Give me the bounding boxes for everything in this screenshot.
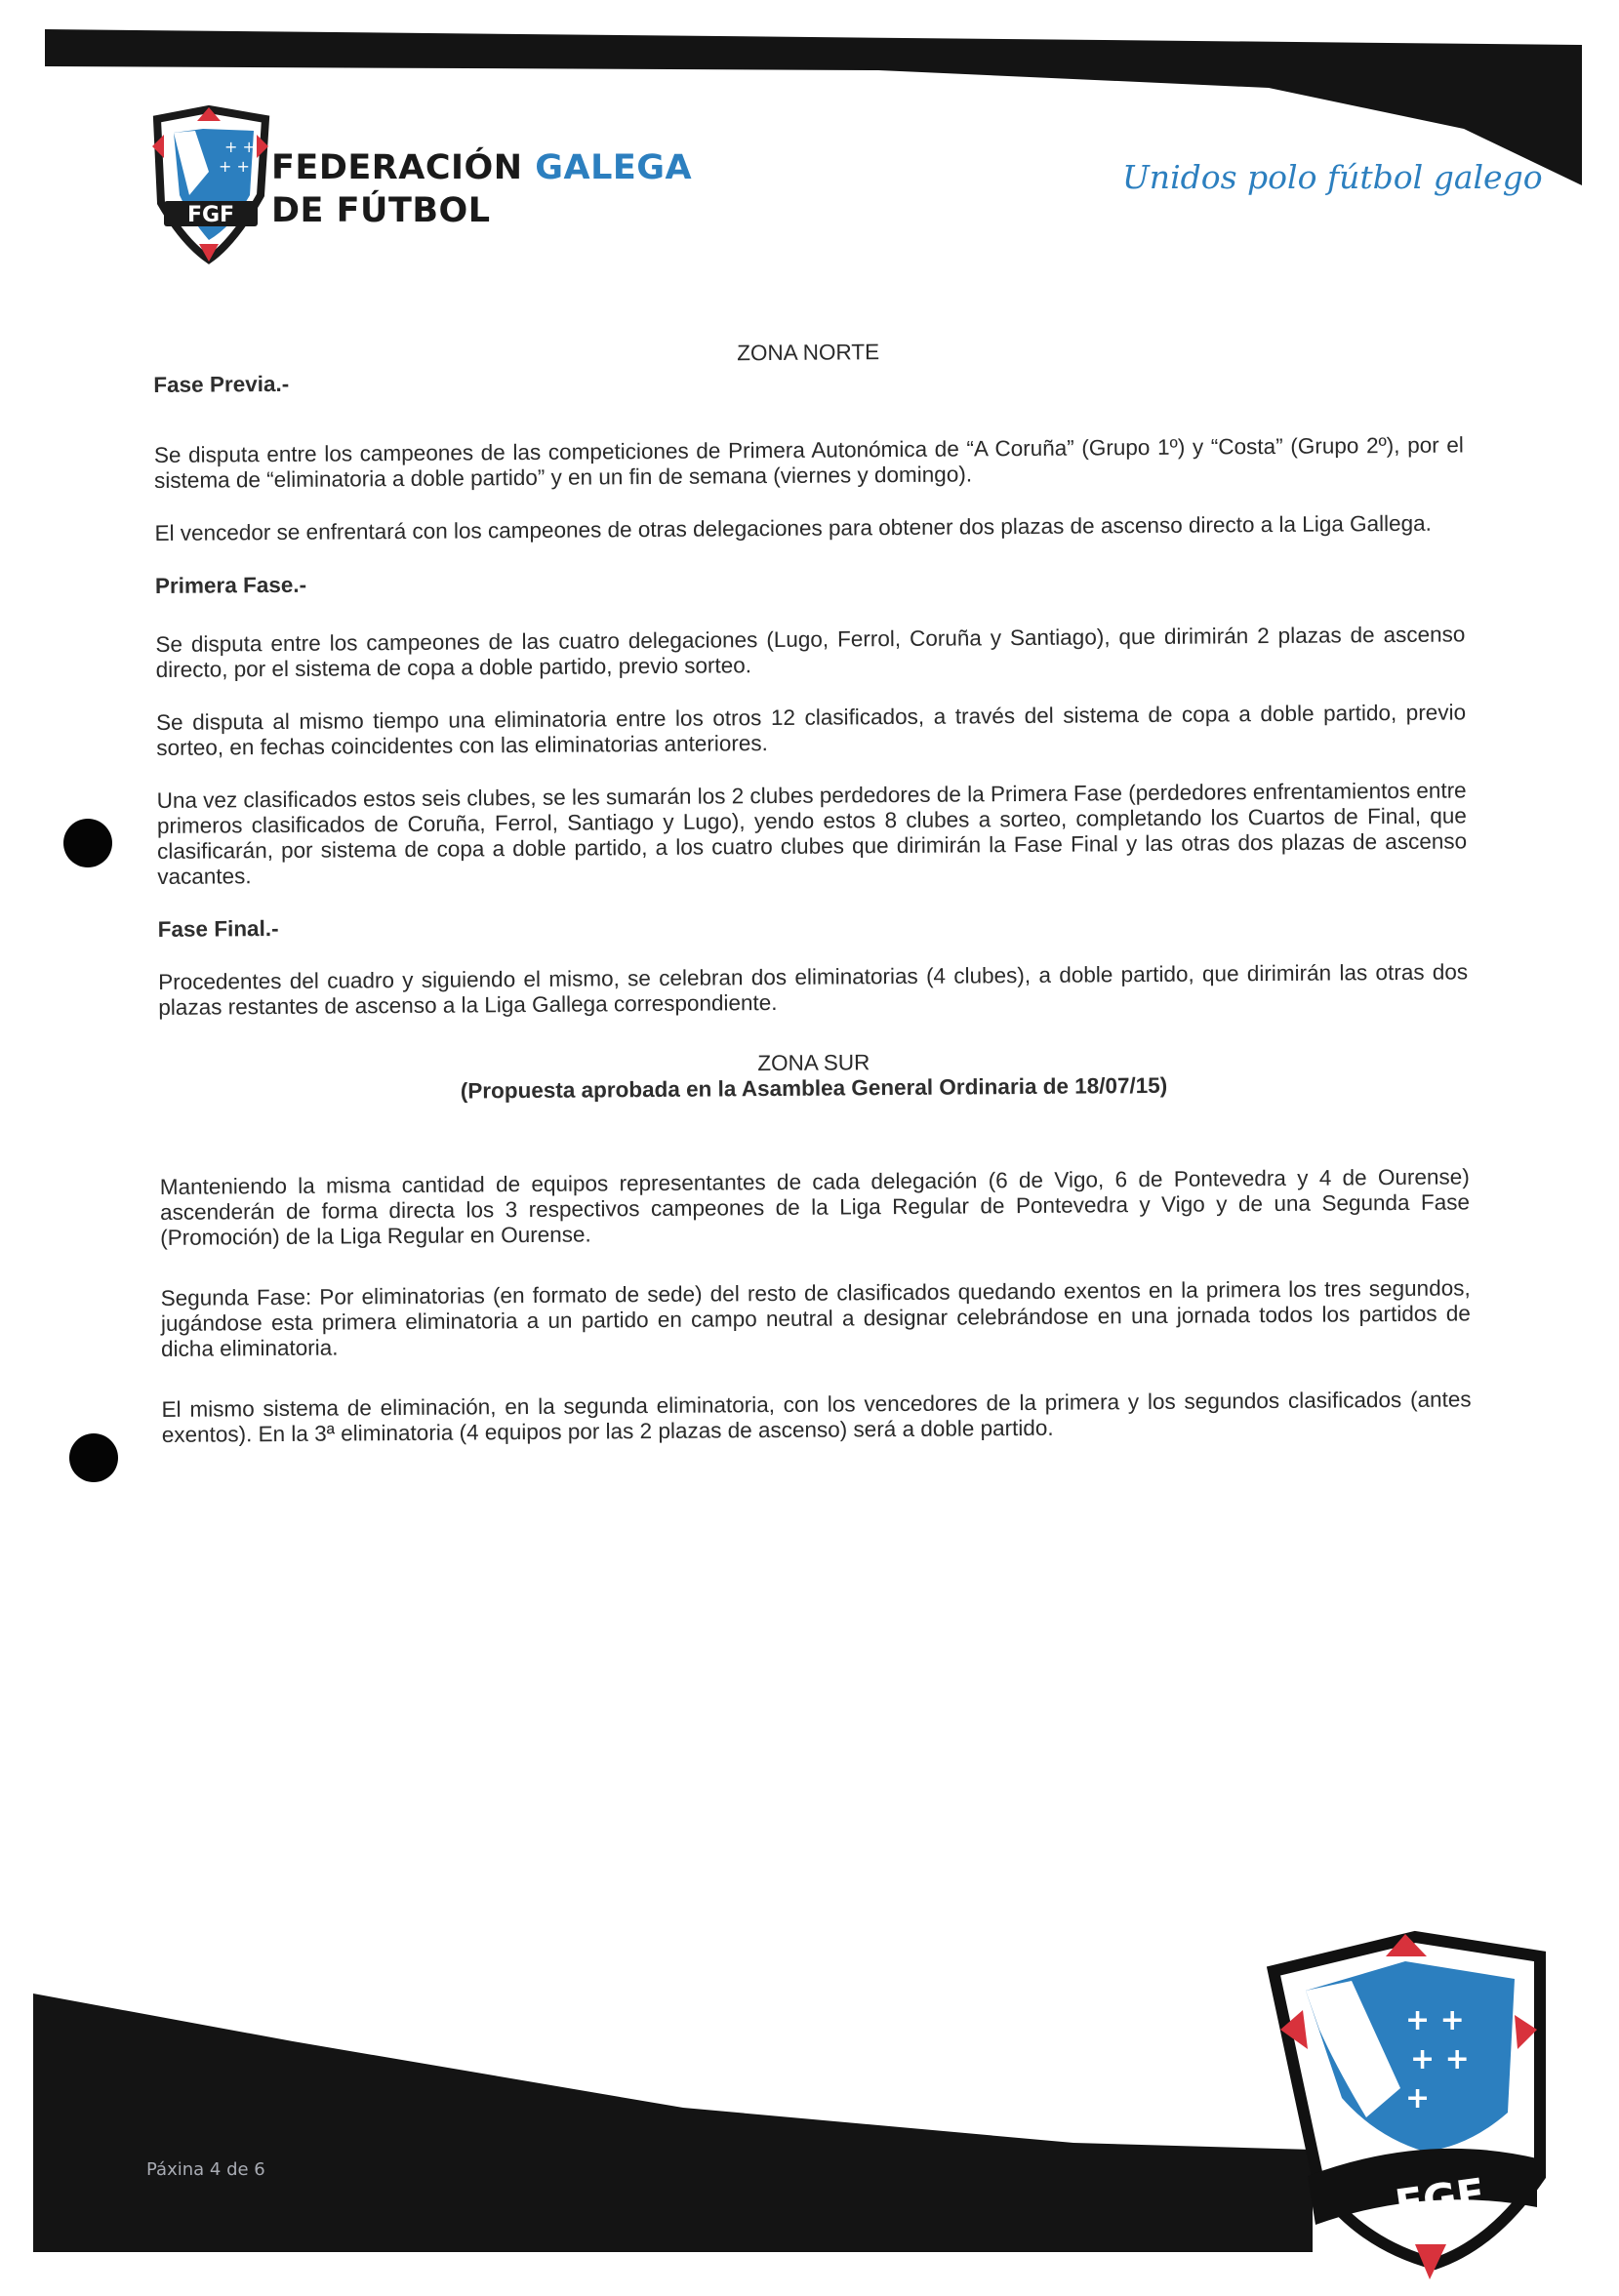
zona-sur-title: ZONA SUR	[757, 1050, 870, 1076]
large-logo-text: FGF	[1392, 2168, 1488, 2230]
svg-text:FGF: FGF	[186, 203, 235, 227]
fase-final-paragraph-1: Procedentes del cuadro y siguiendo el mismo, se celebran dos eliminatorias (4 clubes), a doble partido, que dirimirán las otras dos plazas restantes de ascenso a la Liga Gallega correspondiente.	[158, 959, 1469, 1020]
svg-text:+ +: + +	[1410, 2042, 1470, 2076]
punch-hole-bottom	[69, 1433, 118, 1482]
primera-fase-paragraph-3: Una vez clasificados estos seis clubes, se les sumarán los 2 clubes perdedores de la Primera Fase (perdedores enfrentamientos entre primeros clasificados de Coruña, Ferrol, Santiago y Lugo), yendo estos 8 clubes a sorteo, completando los Cuartos de Final, que clasificarán, por sistema de copa a doble partido, a los cuatro clubes que dirimirán la Fase Final y las otras dos plazas de ascenso vacantes.	[156, 778, 1468, 889]
punch-hole-top	[63, 819, 112, 867]
zona-norte-title: ZONA NORTE	[737, 340, 880, 366]
page-number: Páxina 4 de 6	[146, 2159, 265, 2180]
brand-line-1	[271, 146, 692, 189]
zona-norte-header	[153, 331, 1463, 400]
slogan: Unidos polo fútbol galego	[1122, 158, 1543, 196]
primera-fase-heading: Primera Fase.-	[154, 572, 307, 598]
svg-text:+ +: + +	[219, 157, 250, 176]
zona-sur-subtitle: (Propuesta aprobada en la Asamblea General Ordinaria de 18/07/15)	[460, 1072, 1168, 1104]
zona-sur-paragraph-2: Segunda Fase: Por eliminatorias (en formato de sede) del resto de clasificados quedando exentos en la primera los tres segundos, jugándose esta primera eliminatoria a un partido en campo neutral a designar celebrándose en una jornada todos los partidos de dicha eliminatoria.	[160, 1275, 1471, 1361]
fgf-logo-icon	[152, 107, 268, 262]
svg-text:+ +: + +	[1405, 2003, 1465, 2037]
svg-text:+ +: + +	[224, 138, 256, 156]
fgf-large-logo-icon	[1274, 1934, 1540, 2279]
brand-line-2: DE FÚTBOL	[271, 191, 491, 230]
bottom-band	[33, 1994, 1313, 2252]
primera-fase-paragraph-2: Se disputa al mismo tiempo una eliminatoria entre los otros 12 clasificados, a través del sistema de copa a doble partido, previo sorteo, en fechas coincidentes con las eliminatorias anteriores.	[155, 700, 1467, 760]
brand-word-galega: GALEGA	[535, 148, 693, 187]
fase-final-heading: Fase Final.-	[157, 916, 279, 942]
brand-word-federacion: FEDERACIÓN	[271, 148, 523, 187]
zona-sur-paragraph-1: Manteniendo la misma cantidad de equipos representantes de cada delegación (6 de Vigo, 6 de Pontevedra y 4 de Ourense) ascenderán de forma directa los 3 respectivos campeones de la Liga Regular de Pontevedra y Vigo y de una Segunda Fase (Promoción) de la Liga Regular en Ourense.	[159, 1164, 1471, 1250]
document-body	[153, 331, 1472, 1448]
primera-fase-paragraph-1: Se disputa entre los campeones de las cuatro delegaciones (Lugo, Ferrol, Coruña y Santiago), que dirimirán 2 plazas de ascenso directo, por el sistema de copa a doble partido, previo sorteo.	[155, 622, 1466, 682]
fase-previa-paragraph-2: El vencedor se enfrentará con los campeones de otras delegaciones para obtener dos plazas de ascenso directo a la Liga Gallega.	[154, 510, 1432, 545]
brand-name	[271, 146, 692, 232]
zona-sur-paragraph-3: El mismo sistema de eliminación, en la segunda eliminatoria, con los vencedores de la primera y los segundos clasificados (antes exentos). En la 3ª eliminatoria (4 equipos por las 2 plazas de ascenso) será a doble partido.	[161, 1387, 1472, 1447]
fase-previa-heading: Fase Previa.-	[153, 371, 290, 397]
fase-previa-paragraph-1: Se disputa entre los campeones de las competiciones de Primera Autonómica de “A Coruña” (Grupo 1º) y “Costa” (Grupo 2º), por el sistema de “eliminatoria a doble partido” y en un fin de semana (viernes y domingo).	[153, 432, 1464, 493]
svg-text:+: +	[1405, 2081, 1431, 2115]
